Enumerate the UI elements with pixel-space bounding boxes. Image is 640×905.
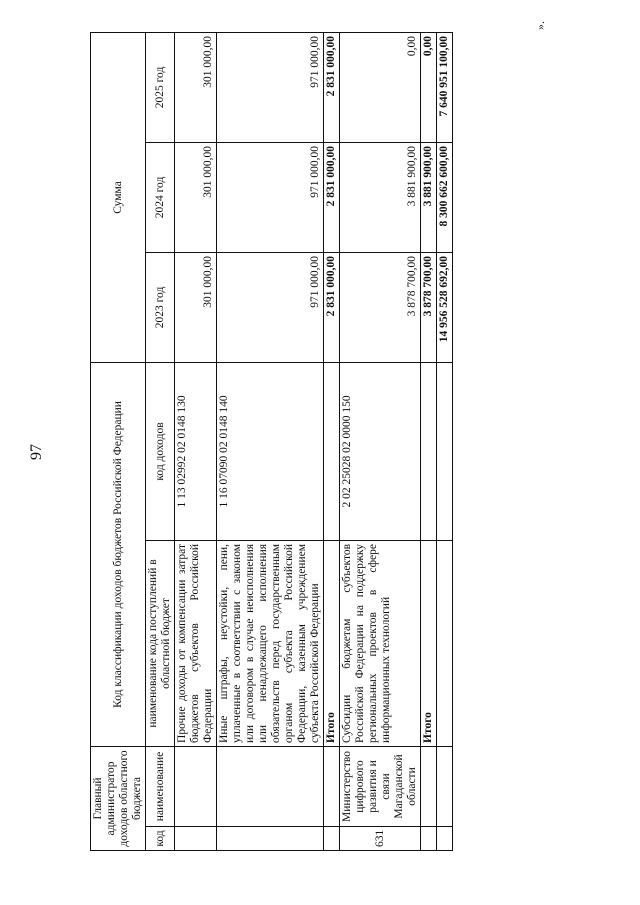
value-2024: 971 000,00 (217, 142, 324, 252)
col-code-header: код (146, 827, 175, 851)
total-row (421, 32, 437, 850)
total-label: Итого (421, 540, 437, 746)
col-2023-header: 2023 год (146, 252, 175, 362)
total-2023: 3 878 700,00 (421, 252, 437, 362)
value-2025: 0,00 (340, 32, 421, 142)
total-2025: 0,00 (421, 32, 437, 142)
grand-total-2025: 7 640 951 100,00 (437, 32, 453, 142)
value-2025: 971 000,00 (217, 32, 324, 142)
revenue-table (90, 32, 453, 851)
col-income-name-header: наименование кода поступлений в областной бюджет (146, 540, 175, 746)
col-name-header: наименование (146, 746, 175, 826)
admin-group-header: Главный администратор доходов областного бюджета (91, 746, 146, 850)
value-2023: 301 000,00 (175, 252, 217, 362)
total-row (324, 32, 340, 850)
income-description: Субсидии бюджетам субъектов Российской Федерации на поддержку региональных проектов в сфере информационных технологий (340, 540, 421, 746)
sum-group-header: Сумма (91, 32, 146, 362)
table-row (175, 32, 217, 850)
grand-total-2024: 8 300 662 600,00 (437, 142, 453, 252)
admin-code: 631 (340, 827, 421, 851)
col-income-code-header: код доходов (146, 362, 175, 540)
income-code: 1 13 02992 02 0148 130 (175, 362, 217, 540)
col-2024-header: 2024 год (146, 142, 175, 252)
total-label: Итого (324, 540, 340, 746)
table-row (340, 32, 421, 850)
header-row-1 (91, 32, 146, 850)
grand-total-row (437, 32, 453, 850)
col-2025-header: 2025 год (146, 32, 175, 142)
income-code: 2 02 25028 02 0000 150 (340, 362, 421, 540)
total-2024: 2 831 000,00 (324, 142, 340, 252)
total-2023: 2 831 000,00 (324, 252, 340, 362)
total-2024: 3 881 900,00 (421, 142, 437, 252)
value-2024: 3 881 900,00 (340, 142, 421, 252)
total-2025: 2 831 000,00 (324, 32, 340, 142)
value-2025: 301 000,00 (175, 32, 217, 142)
value-2023: 3 878 700,00 (340, 252, 421, 362)
admin-name: Министерство цифрового развития и связи Магаданской области (340, 746, 421, 826)
page-number: 97 (28, 444, 45, 460)
income-description: Прочие доходы от компенсации затрат бюджетов субъектов Российской Федерации (175, 540, 217, 746)
closing-quote-mark: ». (533, 21, 547, 30)
income-description: Иные штрафы, неустойки, пени, уплаченные в соответствии с законом или договором в случае неисполнения или ненадлежащего исполнения обязательств перед государственным органом субъекта Российской Федерации, казенным учреждением субъекта Российской Федерации (217, 540, 324, 746)
grand-total-2023: 14 956 528 692,00 (437, 252, 453, 362)
income-code: 1 16 07090 02 0148 140 (217, 362, 324, 540)
classification-group-header: Код классификации доходов бюджетов Российской Федерации (91, 362, 146, 746)
header-row-2 (146, 32, 175, 850)
value-2024: 301 000,00 (175, 142, 217, 252)
value-2023: 971 000,00 (217, 252, 324, 362)
table-row (217, 32, 324, 850)
